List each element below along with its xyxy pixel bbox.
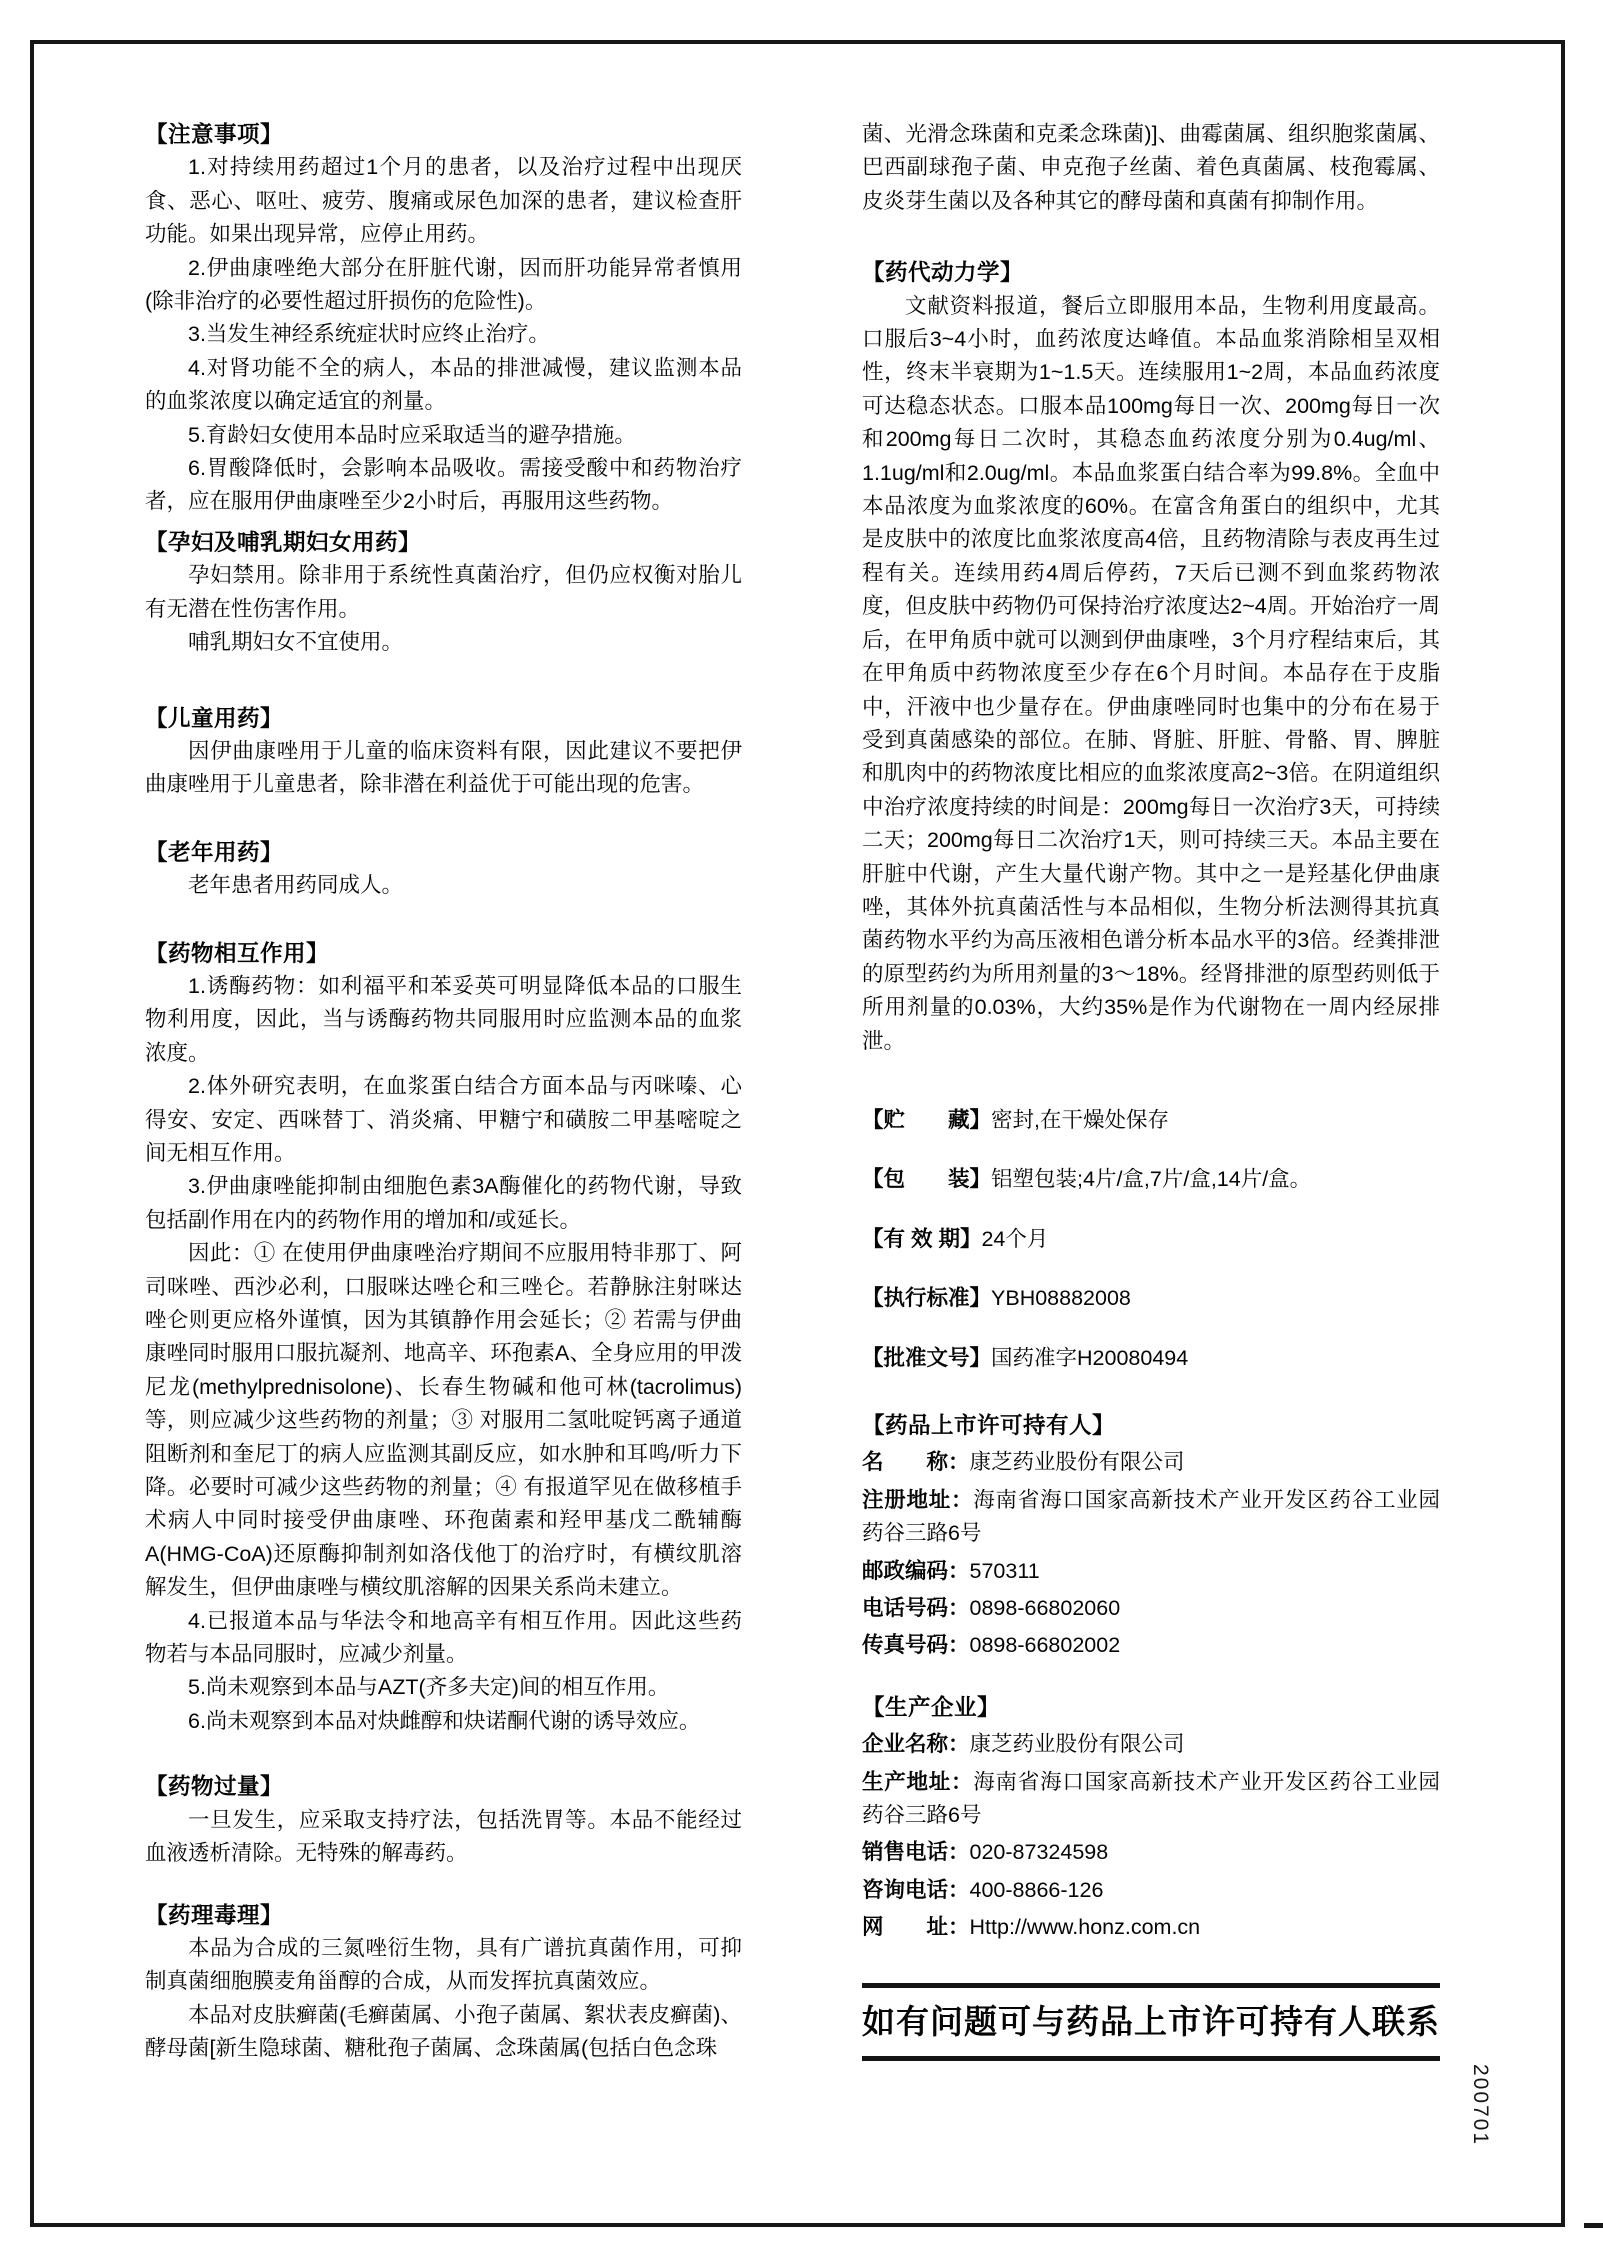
paragraph: 文献资料报道，餐后立即服用本品，生物利用度最高。口服后3~4小时，血药浓度达峰值。本品血浆消除相呈双相性，终末半衰期为1~1.5天。连续服用1~2周，本品血药浓度可达稳态状态。口服本品100mg每日一次、200mg每日一次和200mg每日二次时，其稳态血药浓度分别为0.4ug/ml、1.1ug/ml和2.0ug/ml。本品血浆蛋白结合率为99.8%。全血中本品浓度为血浆浓度的60%。在富含角蛋白的组织中，尤其是皮肤中的浓度比血浆浓度高4倍，且药物清除与表皮再生过程有关。连续用药4周后停药，7天后已测不到血浆药物浓度，但皮肤中药物仍可保持治疗浓度达2~4周。开始治疗一周后，在甲角质中就可以测到伊曲康唑，3个月疗程结束后，其在甲角质中药物浓度至少存在6个月时间。本品存在于皮脂中，汗液中也少量存在。伊曲康唑同时也集中的分布在易于受到真菌感染的部位。在肺、肾脏、肝脏、骨骼、胃、脾脏和肌肉中的药物浓度比相应的血浆浓度高2~3倍。在阴道组织中治疗浓度持续的时间是：200mg每日一次治疗3天，可持续二天；200mg每日二次治疗1天，则可持续三天。本品主要在肝脏中代谢，产生大量代谢产物。其中之一是羟基化伊曲康唑，其体外抗真菌活性与本品相似，生物分析法测得其抗真菌药物水平约为高压液相色谱分析本品水平的3倍。经粪排泄的原型药约为所用剂量的3～18%。经肾排泄的原型药则低于所用剂量的0.03%，大约35%是作为代谢物在一周内经尿排泄。 <box>862 293 1440 1053</box>
field-label: 【批准文号】 <box>862 1345 992 1370</box>
paragraph: 4.对肾功能不全的病人，本品的排泄减慢，建议监测本品的血浆浓度以确定适宜的剂量。 <box>145 355 742 414</box>
field-label: 销售电话： <box>862 1840 970 1865</box>
paragraph: 本品对皮肤癣菌(毛癣菌属、小孢子菌属、絮状表皮癣菌)、酵母菌[新生隐球菌、糖秕孢子菌属、念珠菌属(包括白色念珠 <box>145 2002 742 2061</box>
field-value: 0898-66802002 <box>969 1633 1121 1658</box>
field-label: 【贮 藏】 <box>862 1107 992 1132</box>
standard-line <box>862 1282 1440 1315</box>
paragraph: 3.当发生神经系统症状时应终止治疗。 <box>188 322 550 347</box>
contact-notice-box <box>862 1983 1440 2061</box>
section-heading-overdose: 【药物过量】 <box>145 1774 284 1800</box>
field-value: 铝塑包装;4片/盒,7片/盒,14片/盒。 <box>991 1167 1312 1192</box>
field-value: 400-8866-126 <box>969 1877 1104 1902</box>
paragraph: 因伊曲康唑用于儿童的临床资料有限，因此建议不要把伊曲康唑用于儿童患者，除非潜在利益优于可能出现的危害。 <box>145 738 742 797</box>
field-label: 注册地址： <box>862 1487 974 1512</box>
crop-mark <box>1584 2223 1603 2228</box>
section-heading-manufacturer: 【生产企业】 <box>862 1694 1001 1720</box>
field-label: 电话号码： <box>862 1596 970 1621</box>
paragraph: 5.育龄妇女使用本品时应采取适当的避孕措施。 <box>188 422 636 447</box>
consult-phone-line <box>862 1874 1440 1907</box>
paragraph: 6.胃酸降低时，会影响本品吸收。需接受酸中和药物治疗者，应在服用伊曲康唑至少2小时后，再服用这些药物。 <box>145 456 742 514</box>
section-heading-pregnancy: 【孕妇及哺乳期妇女用药】 <box>145 529 422 555</box>
manufacturer-address-line <box>862 1766 1440 1833</box>
field-value: 康芝药业股份有限公司 <box>969 1732 1185 1757</box>
paragraph: 3.伊曲康唑能抑制由细胞色素3A酶催化的药物代谢，导致包括副作用在内的药物作用的增加和/或延长。 <box>145 1174 742 1232</box>
left-column <box>145 118 742 2066</box>
paragraph: 5.尚未观察到本品与AZT(齐多夫定)间的相互作用。 <box>188 1675 670 1700</box>
holder-postcode-line <box>862 1555 1440 1588</box>
field-value: 020-87324598 <box>969 1840 1109 1865</box>
paragraph: 2.体外研究表明，在血浆蛋白结合方面本品与丙咪嗪、心得安、安定、西咪替丁、消炎痛、甲糖宁和磺胺二甲基嘧啶之间无相互作用。 <box>145 1074 742 1165</box>
field-label: 名 称： <box>862 1450 970 1475</box>
approval-number-line <box>862 1342 1440 1375</box>
holder-name-line <box>862 1446 1440 1479</box>
section-heading-children: 【儿童用药】 <box>145 705 284 731</box>
package-line <box>862 1163 1440 1196</box>
section-heading-pharmacology: 【药理毒理】 <box>145 1902 284 1928</box>
field-label: 【有 效 期】 <box>862 1226 982 1251</box>
field-value: Http://www.honz.com.cn <box>969 1915 1201 1940</box>
field-label: 【包 装】 <box>862 1167 992 1192</box>
paragraph-continuation: 菌、光滑念珠菌和克柔念珠菌)]、曲霉菌属、组织胞浆菌属、巴西副球孢子菌、申克孢子丝菌、着色真菌属、枝孢霉属、皮炎芽生菌以及各种其它的酵母菌和真菌有抑制作用。 <box>862 122 1440 213</box>
field-label: 邮政编码： <box>862 1558 970 1583</box>
field-label: 生产地址： <box>862 1769 974 1794</box>
field-value: 海南省海口国家高新技术产业开发区药谷工业园药谷三路6号 <box>862 1487 1440 1546</box>
field-value: 0898-66802060 <box>969 1596 1121 1621</box>
section-heading-license-holder: 【药品上市许可持有人】 <box>862 1413 1116 1438</box>
field-label: 传真号码： <box>862 1633 970 1658</box>
field-value: 海南省海口国家高新技术产业开发区药谷工业园药谷三路6号 <box>862 1769 1440 1828</box>
paragraph: 哺乳期妇女不宜使用。 <box>188 630 404 655</box>
field-value: 570311 <box>969 1558 1040 1583</box>
paragraph: 2.伊曲康唑绝大部分在肝脏代谢，因而肝功能异常者慎用(除非治疗的必要性超过肝损伤的危险性)。 <box>145 255 742 314</box>
storage-line <box>862 1104 1440 1137</box>
holder-fax-line <box>862 1629 1440 1662</box>
paragraph: 一旦发生，应采取支持疗法，包括洗胃等。本品不能经过血液透析清除。无特殊的解毒药。 <box>145 1807 742 1866</box>
section-heading-pharmacokinetics: 【药代动力学】 <box>862 260 1024 286</box>
paragraph: 本品为合成的三氮唑衍生物，具有广谱抗真菌作用，可抑制真菌细胞膜麦角甾醇的合成，从而发挥抗真菌效应。 <box>145 1935 742 1994</box>
paragraph: 老年患者用药同成人。 <box>188 873 404 898</box>
paragraph: 1.对持续用药超过1个月的患者，以及治疗过程中出现厌食、恶心、呕吐、疲劳、腹痛或尿色加深的患者，建议检查肝功能。如果出现异常，应停止用药。 <box>145 155 742 247</box>
section-heading-precautions: 【注意事项】 <box>145 122 284 147</box>
batch-code: 200701 <box>1469 2063 1492 2147</box>
field-label: 咨询电话： <box>862 1877 970 1902</box>
contact-notice-text: 如有问题可与药品上市许可持有人联系 <box>862 2002 1440 2040</box>
field-value: YBH08882008 <box>991 1286 1131 1311</box>
section-heading-interactions: 【药物相互作用】 <box>145 940 330 966</box>
field-value: 24个月 <box>981 1226 1049 1251</box>
website-line <box>862 1911 1440 1944</box>
section-heading-elderly: 【老年用药】 <box>145 839 284 865</box>
shelf-life-line <box>862 1223 1440 1256</box>
holder-phone-line <box>862 1592 1440 1625</box>
paragraph: 因此：① 在使用伊曲康唑治疗期间不应服用特非那丁、阿司咪唑、西沙必利，口服咪达唑仑和三唑仑。若静脉注射咪达唑仑则更应格外谨慎，因为其镇静作用会延长；② 若需与伊曲康唑同时服用口服抗凝剂、地高辛、环孢素A、全身应用的甲泼尼龙(methylprednisolone)、长春生物碱和他可林(tacrolimus)等，则应减少这些药物的剂量；③ 对服用二氢吡啶钙离子通道阻断剂和奎尼丁的病人应监测其副反应，如水肿和耳鸣/听力下降。必要时可减少这些药物的剂量；④ 有报道罕见在做移植手术病人中同时接受伊曲康唑、环孢菌素和羟甲基戊二酰辅酶A(HMG-CoA)还原酶抑制剂如洛伐他丁的治疗时，有横纹肌溶解发生，但伊曲康唑与横纹肌溶解的因果关系尚未建立。 <box>145 1241 742 1600</box>
paragraph: 6.尚未观察到本品对炔雌醇和炔诺酮代谢的诱导效应。 <box>188 1708 701 1733</box>
manufacturer-name-line <box>862 1728 1440 1761</box>
sales-phone-line <box>862 1836 1440 1869</box>
field-label: 【执行标准】 <box>862 1286 992 1311</box>
field-label: 企业名称： <box>862 1732 970 1757</box>
paragraph: 1.诱酶药物：如利福平和苯妥英可明显降低本品的口服生物利用度，因此，当与诱酶药物共同服用时应监测本品的血浆浓度。 <box>145 973 742 1065</box>
field-label: 网 址： <box>862 1915 970 1940</box>
right-column <box>862 118 1440 2061</box>
holder-address-line <box>862 1484 1440 1551</box>
field-value: 康芝药业股份有限公司 <box>969 1450 1185 1475</box>
paragraph: 4.已报道本品与华法令和地高辛有相互作用。因此这些药物若与本品同服时，应减少剂量。 <box>145 1608 742 1667</box>
field-value: 国药准字H20080494 <box>991 1345 1189 1370</box>
field-value: 密封,在干燥处保存 <box>991 1107 1169 1132</box>
paragraph: 孕妇禁用。除非用于系统性真菌治疗，但仍应权衡对胎儿有无潜在性伤害作用。 <box>145 563 742 621</box>
